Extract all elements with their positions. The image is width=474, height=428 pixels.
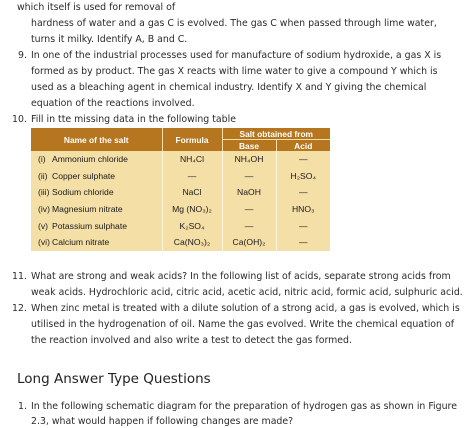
question-number: 11. xyxy=(12,271,27,282)
question-9-line: used as a bleaching agent in chemical industry. Identify X and Y giving the chemical xyxy=(31,82,427,93)
salt-name: Potassium sulphate xyxy=(52,220,127,231)
salt-base: — xyxy=(222,218,276,235)
row-roman: (vi) xyxy=(38,237,50,248)
salt-base: NH₄OH xyxy=(222,151,276,168)
table-row xyxy=(31,184,330,201)
salt-name: Copper sulphate xyxy=(52,170,116,181)
intro-line: turns it milky. Identify A, B and C. xyxy=(31,34,188,45)
salt-base: Ca(OH)₂ xyxy=(222,234,276,251)
question-10-text: Fill in tte missing data in the following table xyxy=(31,114,236,125)
question-12-line: the reaction involved and also write a test to detect the gas formed. xyxy=(31,335,352,346)
question-11-line: weak acids. Hydrochloric acid, citric acid, acetic acid, nitric acid, formic acid, sulphuric acid. xyxy=(31,287,463,298)
long-answer-1-line: 2.3, what would happen if following changes are made? xyxy=(31,416,294,427)
question-12-line: When zinc metal is treated with a dilute solution of a strong acid, a gas is evolved, which is xyxy=(31,303,460,314)
row-roman: (i) xyxy=(38,154,46,165)
header-acid: Acid xyxy=(276,140,330,152)
salt-acid: HNO₃ xyxy=(276,201,330,218)
table-row xyxy=(31,218,330,235)
header-base: Base xyxy=(222,140,276,152)
intro-line: hardness of water and a gas C is evolved. The gas C when passed through lime water, xyxy=(31,18,437,29)
salt-acid: — xyxy=(276,184,330,201)
salt-acid: H₂SO₄ xyxy=(276,168,330,185)
salt-base: NaOH xyxy=(222,184,276,201)
table-row xyxy=(31,234,330,251)
salt-formula: NaCl xyxy=(162,184,222,201)
table-row xyxy=(31,201,330,218)
question-11-line: What are strong and weak acids? In the following list of acids, separate strong acids from xyxy=(31,271,451,282)
salt-name: Magnesium nitrate xyxy=(52,204,123,215)
row-roman: (iv) xyxy=(38,204,50,215)
row-roman: (v) xyxy=(38,220,49,231)
question-number: 10. xyxy=(12,114,27,125)
long-answer-1-line: In the following schematic diagram for the preparation of hydrogen gas as shown in Figure xyxy=(31,401,457,412)
question-number: 9. xyxy=(18,50,27,61)
question-9-line: In one of the industrial processes used for manufacture of sodium hydroxide, a gas X is xyxy=(31,50,442,61)
question-number: 12. xyxy=(12,303,27,314)
salt-formula: NH₄Cl xyxy=(162,151,222,168)
header-salt-obtained-from: Salt obtained from xyxy=(222,128,330,140)
intro-line: which itself is used for removal of xyxy=(17,2,176,13)
table-row xyxy=(31,151,330,168)
salt-formula: Mg (NO₃)₂ xyxy=(162,201,222,218)
salt-acid: — xyxy=(276,218,330,235)
salt-acid: — xyxy=(276,151,330,168)
table-row xyxy=(31,168,330,185)
salt-name: Sodium chloride xyxy=(52,187,114,198)
header-salt-name: Name of the salt xyxy=(31,128,162,151)
salt-formula: Ca(NO₃)₂ xyxy=(162,234,222,251)
salt-table xyxy=(31,128,330,251)
row-roman: (ii) xyxy=(38,170,48,181)
section-heading: Long Answer Type Questions xyxy=(17,371,211,387)
salt-acid: — xyxy=(276,234,330,251)
salt-base: — xyxy=(222,168,276,185)
question-9-line: formed as by product. The gas X reacts with lime water to give a compound Y which is xyxy=(31,66,438,77)
header-formula: Formula xyxy=(162,128,222,151)
question-9-line: equation of the reactions involved. xyxy=(31,98,195,109)
salt-formula: — xyxy=(162,168,222,185)
question-12-line: utilised in the hydrogenation of oil. Name the gas evolved. Write the chemical equation of xyxy=(31,319,455,330)
question-number: 1. xyxy=(18,401,27,412)
salt-formula: K₂SO₄ xyxy=(162,218,222,235)
salt-base: — xyxy=(222,201,276,218)
row-roman: (iii) xyxy=(38,187,50,198)
salt-name: Calcium nitrate xyxy=(52,237,110,248)
salt-name: Ammonium chloride xyxy=(52,154,128,165)
